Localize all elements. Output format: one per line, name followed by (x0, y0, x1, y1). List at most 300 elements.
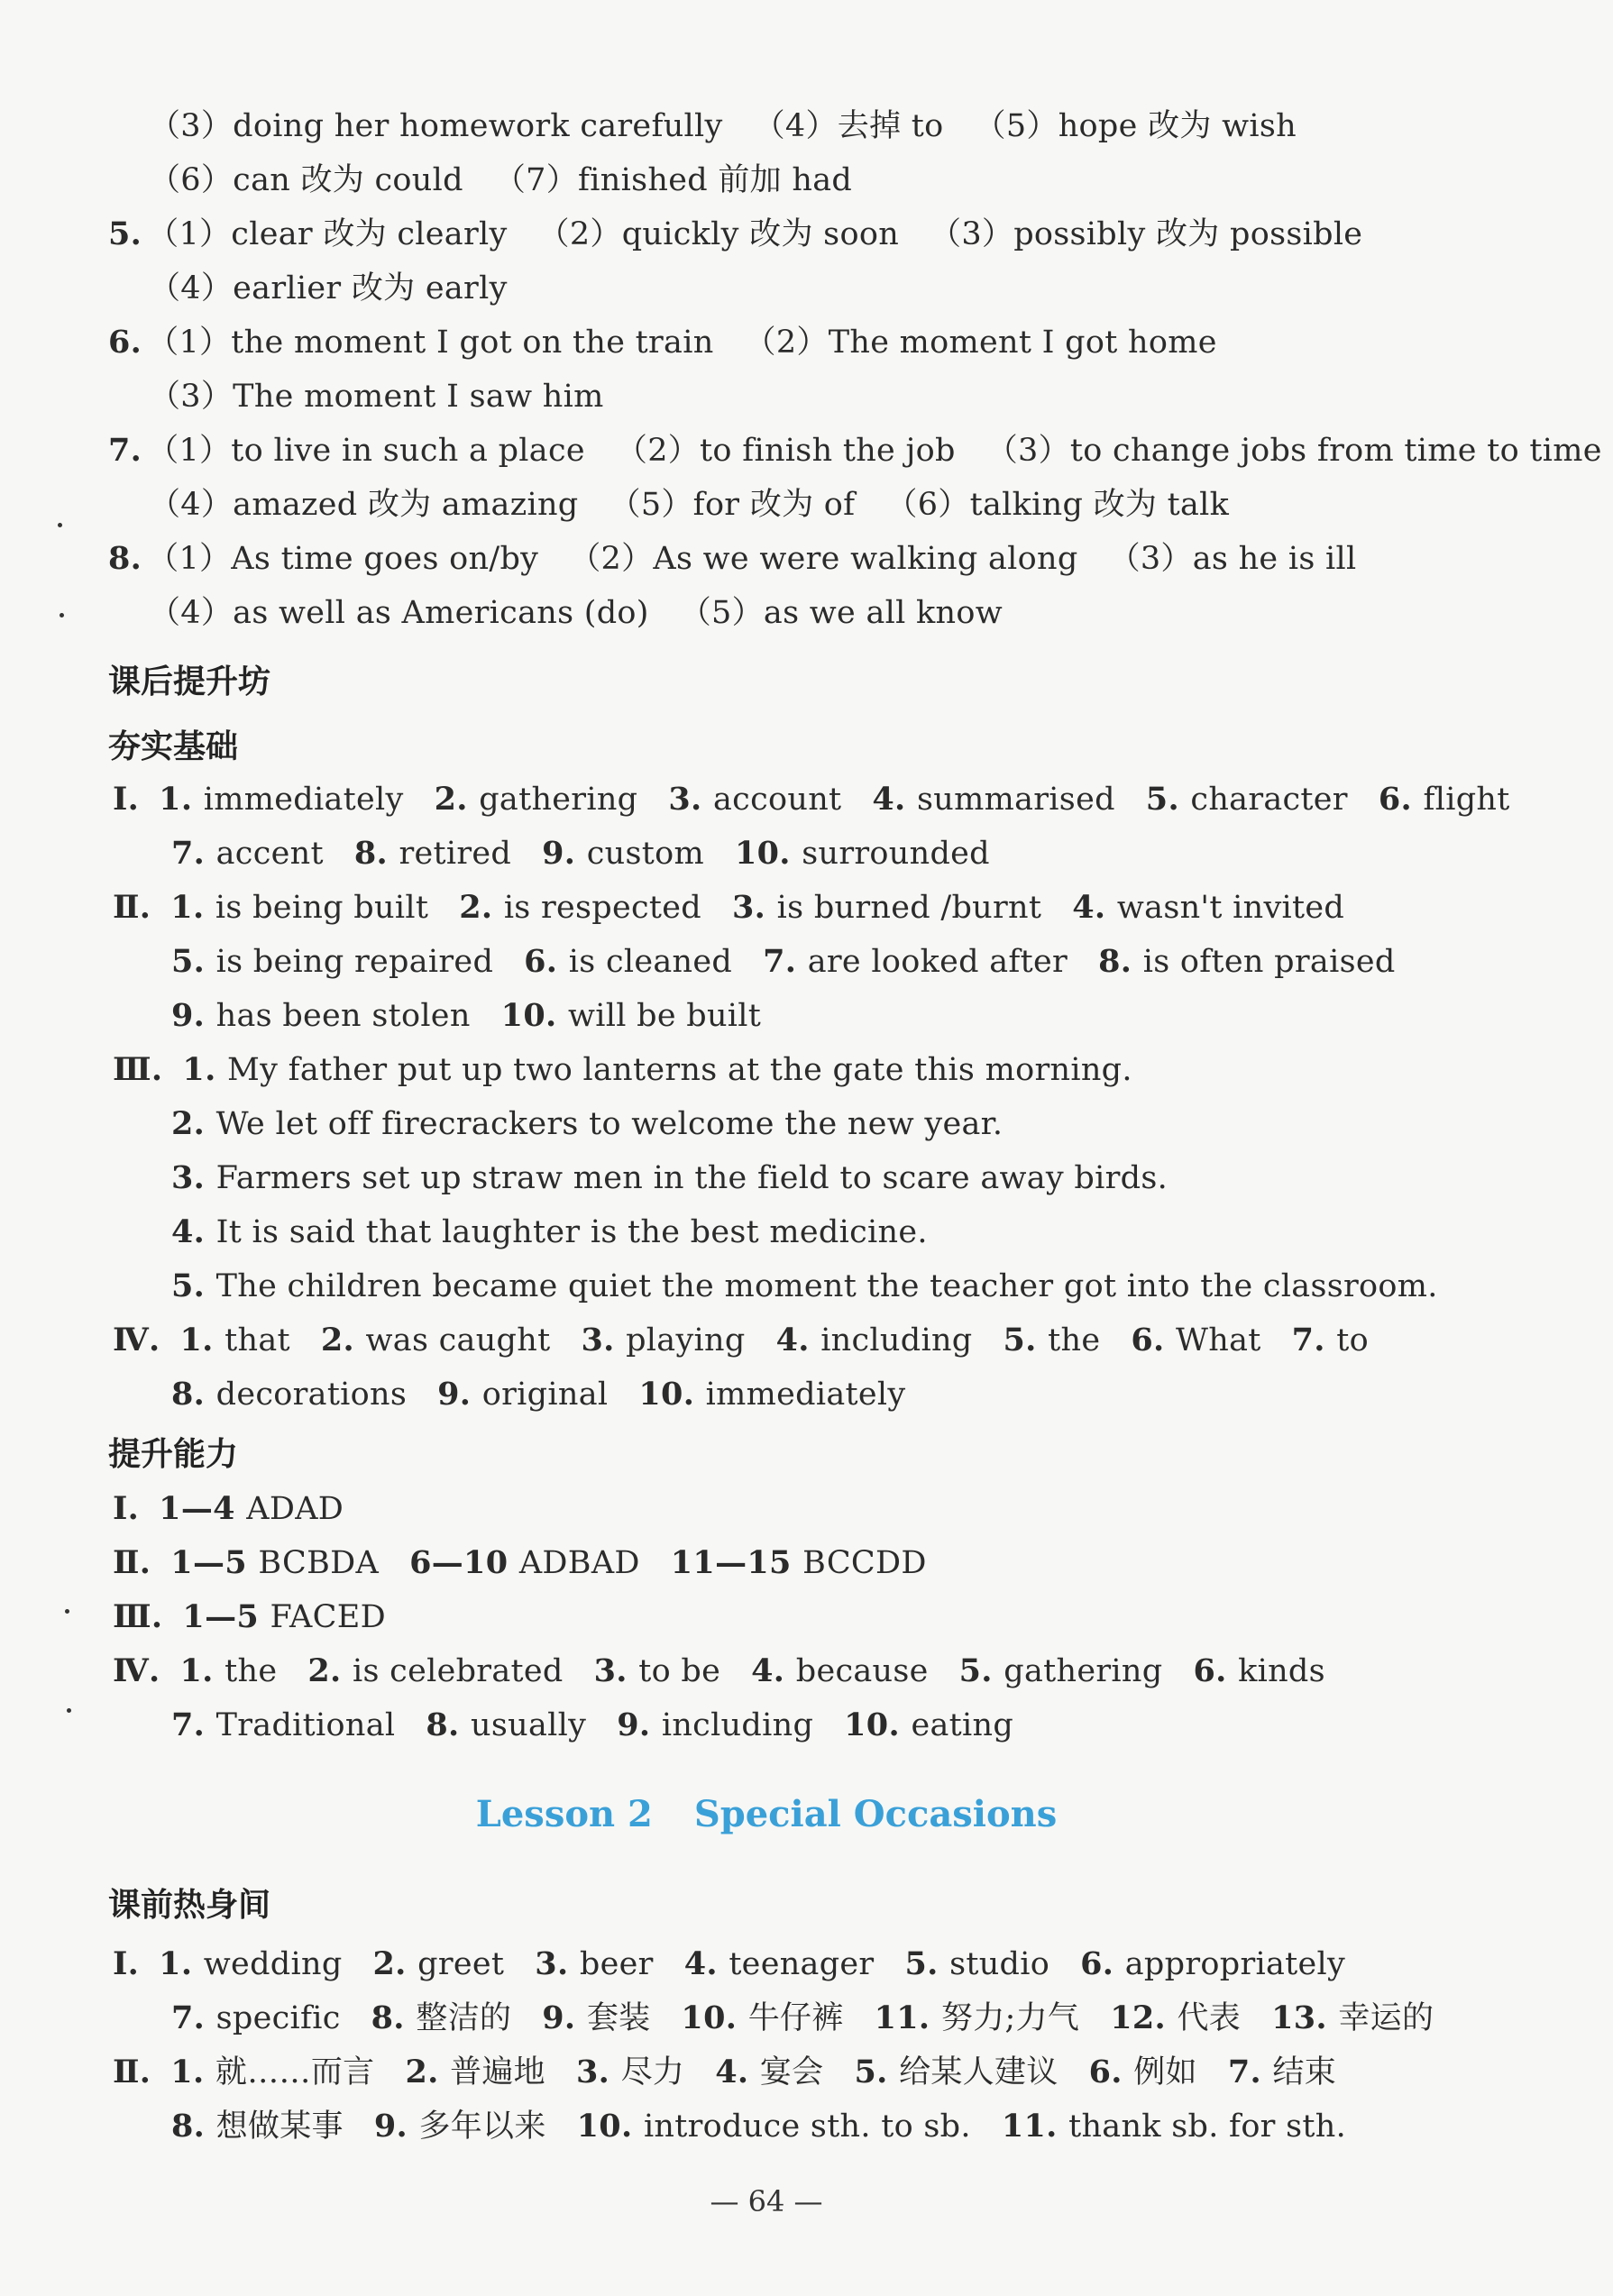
answer-text: ADBAD (518, 1545, 640, 1581)
answer-text: （1）to live in such a place (147, 433, 585, 469)
item-number: 2. (307, 1652, 353, 1689)
item-number: 8. (171, 1376, 216, 1413)
answer-item (569, 541, 1077, 577)
item-number: 4. (872, 781, 918, 818)
answer-text: （1）clear 改为 clearly (147, 216, 508, 252)
item-number: 4. (775, 1322, 821, 1358)
answer-item (576, 2054, 684, 2090)
question-number: Ⅲ. (113, 1051, 163, 1088)
item-number: 5. (958, 1652, 1004, 1689)
answer-text: （2）quickly 改为 soon (537, 216, 900, 252)
item-number: 5. (1145, 781, 1191, 818)
answer-text: gathering (1004, 1653, 1163, 1689)
answer-text: We let off firecrackers to welcome the new year. (215, 1106, 1004, 1142)
answer-item (1098, 944, 1395, 980)
answer-text: 努力;力气 (940, 2000, 1080, 2036)
answer-line (171, 940, 1396, 983)
answer-line (108, 321, 1217, 364)
answer-line (113, 1541, 927, 1585)
answer-line (113, 1650, 1325, 1693)
answer-item (1379, 782, 1510, 818)
question-number: Ⅰ. (113, 1945, 140, 1982)
answer-text: （1）the moment I got on the train (147, 325, 714, 361)
item-number: 5. (854, 2054, 900, 2090)
answer-item (844, 1707, 1013, 1743)
answer-text: is burned /burnt (776, 890, 1042, 926)
answer-item (1004, 1322, 1101, 1358)
answer-item (885, 487, 1229, 523)
answer-text: The children became quiet the moment the teacher got into the classroom. (215, 1268, 1438, 1304)
answer-text: surrounded (802, 836, 990, 872)
page-number: — 64 — (710, 2184, 823, 2218)
answer-text: gathering (479, 782, 638, 818)
section-heading-warmup: 课前热身间 (108, 1887, 271, 1924)
answer-text: 就……而言 (215, 2054, 375, 2090)
lesson-title (0, 1791, 1533, 1838)
item-number: 7. (171, 1706, 216, 1743)
answer-text: kinds (1238, 1653, 1325, 1689)
item-number: 6—10 (409, 1544, 519, 1581)
answer-text: （3）The moment I saw him (149, 379, 604, 415)
answer-text: studio (949, 1946, 1050, 1982)
answer-item (501, 998, 762, 1034)
answer-item (581, 1322, 745, 1358)
answer-line (171, 1704, 1013, 1747)
answer-item (159, 1491, 344, 1527)
answer-item (609, 487, 856, 523)
answer-text: Traditional (215, 1707, 396, 1743)
answer-text: （5）for 改为 of (609, 487, 856, 523)
answer-line (171, 994, 761, 1038)
answer-item (538, 216, 899, 252)
margin-dot (67, 1708, 71, 1713)
item-number: 1. (159, 1945, 204, 1982)
item-number: 11. (874, 1999, 941, 2036)
answer-item (171, 1268, 1438, 1304)
answer-text: playing (626, 1322, 746, 1358)
section-heading-after-class: 课后提升坊 (108, 663, 271, 700)
answer-text: （3）to change jobs from time to time (985, 433, 1602, 469)
answer-item (681, 2000, 843, 2036)
question-number: 6. (108, 324, 142, 361)
answer-item (180, 1653, 278, 1689)
lesson-name: Special Occasions (693, 1793, 1058, 1835)
question-number: 5. (108, 215, 142, 252)
answer-item (171, 944, 493, 980)
answer-item (594, 1653, 721, 1689)
answer-item (542, 2000, 650, 2036)
answer-text: 尽力 (620, 2054, 685, 2090)
question-number: Ⅳ. (113, 1322, 160, 1358)
item-number: 1—5 (182, 1598, 270, 1635)
answer-item (754, 108, 944, 144)
question-number: Ⅳ. (113, 1652, 160, 1689)
item-number: 7. (171, 1999, 216, 2036)
item-number: 3. (575, 2054, 621, 2090)
answer-item (371, 2000, 512, 2036)
item-number: 6. (1378, 781, 1424, 818)
answer-item (535, 1946, 653, 1982)
answer-item (732, 890, 1041, 926)
answer-text: thank sb. for sth. (1068, 2108, 1347, 2145)
item-number: 9. (437, 1376, 482, 1413)
answer-text: 代表 (1177, 2000, 1242, 2036)
item-number: 2. (320, 1322, 366, 1358)
answer-text: usually (471, 1707, 587, 1743)
subsection-heading-foundation: 夯实基础 (108, 728, 239, 765)
answer-line (113, 1048, 1132, 1092)
answer-text: eating (911, 1707, 1014, 1743)
answer-text: specific (215, 2000, 341, 2036)
answer-line (113, 1943, 1345, 1986)
answer-item (763, 944, 1068, 980)
answer-item (171, 1106, 1003, 1142)
answer-item (147, 433, 585, 469)
answer-line (149, 591, 1003, 635)
item-number: 7. (1291, 1322, 1337, 1358)
item-number: 10. (500, 997, 568, 1034)
answer-item (1271, 2000, 1434, 2036)
answer-item (159, 1946, 342, 1982)
answer-text: （4）as well as Americans (do) (149, 595, 649, 631)
answer-text: 想做某事 (215, 2108, 344, 2145)
answer-item (437, 1377, 608, 1413)
answer-text: account (713, 782, 842, 818)
answer-text: （6）talking 改为 talk (885, 487, 1230, 523)
item-number: 1. (182, 1051, 228, 1088)
answer-text: that (225, 1322, 290, 1358)
question-number: Ⅱ. (113, 2054, 151, 2090)
item-number: 2. (434, 781, 480, 818)
item-number: 6. (1080, 1945, 1125, 1982)
answer-text: （3）possibly 改为 possible (930, 216, 1363, 252)
answer-text: beer (579, 1946, 654, 1982)
answer-text: greet (417, 1946, 505, 1982)
item-number: 1. (159, 781, 204, 818)
answer-text: 套装 (586, 2000, 651, 2036)
item-number: 4. (171, 1213, 216, 1250)
item-number: 6. (1088, 2054, 1134, 2090)
item-number: 1. (179, 1322, 225, 1358)
answer-item (776, 1322, 973, 1358)
answer-text: flight (1423, 782, 1510, 818)
answer-text: （1）As time goes on/by (147, 541, 539, 577)
answer-text: （2）to finish the job (615, 433, 956, 469)
answer-text: teenager (729, 1946, 875, 1982)
answer-text: immediately (203, 782, 404, 818)
question-number: 8. (108, 540, 142, 577)
answer-text: wedding (203, 1946, 343, 1982)
answer-text: What (1176, 1322, 1261, 1358)
answer-text: 多年以来 (418, 2108, 546, 2145)
item-number: 5. (904, 1945, 950, 1982)
answer-item (854, 2054, 1058, 2090)
item-number: 5. (171, 943, 216, 980)
answer-item (1146, 782, 1348, 818)
item-number: 10. (681, 1999, 748, 2036)
answer-line (149, 105, 1297, 148)
margin-dot (60, 613, 64, 617)
item-number: 10. (638, 1376, 706, 1413)
item-number: 10. (844, 1706, 912, 1743)
answer-item (875, 2000, 1080, 2036)
answer-line (149, 375, 604, 418)
answer-item (930, 216, 1362, 252)
answer-line (149, 159, 852, 202)
answer-text: appropriately (1124, 1946, 1346, 1982)
answer-item (684, 1946, 875, 1982)
answer-item (170, 2054, 374, 2090)
question-number: Ⅱ. (113, 889, 151, 926)
item-number: 7. (763, 943, 808, 980)
item-number: 1. (170, 2054, 215, 2090)
answer-item (171, 998, 471, 1034)
answer-item (1110, 2000, 1241, 2036)
answer-text: is being built (215, 890, 429, 926)
answer-text: 给某人建议 (899, 2054, 1059, 2090)
answer-line (108, 213, 1362, 256)
answer-item (405, 2054, 545, 2090)
item-number: 3. (732, 889, 777, 926)
answer-text: wasn't invited (1116, 890, 1345, 926)
answer-item (959, 1653, 1163, 1689)
answer-item (321, 1322, 551, 1358)
margin-dot (58, 523, 62, 527)
answer-item (715, 2054, 823, 2090)
answer-text: character (1190, 782, 1348, 818)
answer-item (147, 325, 713, 361)
item-number: 13. (1271, 1999, 1339, 2036)
item-number: 3. (668, 781, 714, 818)
answer-item (668, 782, 841, 818)
answer-item (459, 890, 701, 926)
answer-text: 例如 (1133, 2054, 1197, 2090)
answer-item (182, 1599, 386, 1635)
item-number: 9. (373, 2108, 419, 2145)
question-number: 7. (108, 432, 142, 469)
answer-item (147, 541, 538, 577)
item-number: 4. (683, 1945, 729, 1982)
question-number: Ⅰ. (113, 781, 140, 818)
question-number: Ⅱ. (113, 1544, 151, 1581)
answer-text: （3）doing her homework carefully (149, 108, 723, 144)
answer-text: custom (586, 836, 704, 872)
item-number: 11. (1001, 2108, 1069, 2145)
question-number: Ⅰ. (113, 1490, 140, 1527)
answer-text: including (820, 1322, 973, 1358)
answer-text: because (795, 1653, 929, 1689)
answer-item (149, 379, 604, 415)
answer-item (354, 836, 511, 872)
answer-item (671, 1545, 927, 1581)
answer-item (617, 1707, 813, 1743)
answer-item (159, 782, 403, 818)
item-number: 7. (1227, 2054, 1273, 2090)
answer-item (171, 1377, 407, 1413)
item-number: 4. (715, 2054, 760, 2090)
answer-text: （6）can 改为 could (149, 162, 463, 198)
item-number: 10. (734, 835, 802, 872)
answer-item (149, 487, 579, 523)
answer-item (171, 2108, 344, 2145)
answer-item (1193, 1653, 1324, 1689)
answer-line (108, 429, 1602, 472)
answer-text: has been stolen (215, 998, 471, 1034)
answer-item (1080, 1946, 1345, 1982)
answer-text: is cleaned (568, 944, 733, 980)
answer-item (307, 1653, 563, 1689)
answer-text: are looked after (807, 944, 1068, 980)
answer-text: the (1048, 1322, 1101, 1358)
item-number: 11—15 (670, 1544, 803, 1581)
answer-item (149, 162, 463, 198)
item-number: 9. (171, 997, 216, 1034)
answer-item (494, 162, 852, 198)
answer-text: accent (215, 836, 324, 872)
item-number: 3. (535, 1945, 580, 1982)
answer-text: Farmers set up straw men in the field to scare away birds. (215, 1160, 1169, 1196)
answer-text: BCCDD (802, 1545, 927, 1581)
answer-item (171, 1707, 395, 1743)
item-number: 1. (179, 1652, 225, 1689)
answer-item (975, 108, 1297, 144)
item-number: 2. (459, 889, 504, 926)
answer-text: introduce sth. to sb. (643, 2108, 971, 2145)
answer-text: （5）as we all know (679, 595, 1004, 631)
answer-item (147, 216, 507, 252)
answer-line (149, 267, 508, 310)
answer-item (577, 2108, 971, 2145)
answer-text: immediately (705, 1377, 906, 1413)
answer-line (171, 1373, 905, 1416)
item-number: 10. (576, 2108, 644, 2145)
answer-text: decorations (215, 1377, 408, 1413)
answer-text: My father put up two lanterns at the gate this morning. (227, 1052, 1132, 1088)
answer-line (171, 832, 990, 875)
answer-line (171, 1997, 1434, 2040)
answer-text: 幸运的 (1338, 2000, 1434, 2036)
answer-text: BCBDA (258, 1545, 380, 1581)
answer-item (180, 1322, 290, 1358)
answer-text: 牛仔裤 (747, 2000, 844, 2036)
item-number: 2. (372, 1945, 418, 1982)
item-number: 9. (542, 1999, 587, 2036)
answer-text: is celebrated (353, 1653, 564, 1689)
item-number: 5. (171, 1267, 216, 1304)
answer-text: 结束 (1272, 2054, 1337, 2090)
answer-item (1228, 2054, 1336, 2090)
answer-item (1292, 1322, 1369, 1358)
answer-item (374, 2108, 546, 2145)
item-number: 3. (581, 1322, 627, 1358)
answer-item (904, 1946, 1049, 1982)
item-number: 9. (617, 1706, 662, 1743)
item-number: 7. (171, 835, 216, 872)
answer-text: （2）As we were walking along (569, 541, 1078, 577)
answer-item (171, 1160, 1168, 1196)
answer-text: original (481, 1377, 609, 1413)
answer-text: It is said that laughter is the best medicine. (215, 1214, 928, 1250)
answer-text: 宴会 (759, 2054, 824, 2090)
answer-item (170, 1545, 379, 1581)
answer-item (616, 433, 956, 469)
item-number: 2. (171, 1105, 216, 1142)
question-number: Ⅲ. (113, 1598, 163, 1635)
answer-text: including (661, 1707, 814, 1743)
answer-text: to (1336, 1322, 1370, 1358)
item-number: 6. (1131, 1322, 1176, 1358)
answer-text: summarised (917, 782, 1115, 818)
answer-item (872, 782, 1114, 818)
item-number: 1—4 (159, 1490, 247, 1527)
answer-item (745, 325, 1217, 361)
answer-item (1072, 890, 1344, 926)
item-number: 1—5 (170, 1544, 259, 1581)
item-number: 8. (353, 835, 399, 872)
answer-item (373, 1946, 505, 1982)
item-number: 8. (171, 2108, 216, 2145)
answer-item (171, 836, 324, 872)
answer-item (1109, 541, 1357, 577)
answer-line (113, 1319, 1369, 1362)
answer-item (170, 890, 428, 926)
answer-item (149, 595, 649, 631)
answer-text: will be built (567, 998, 762, 1034)
item-number: 4. (1072, 889, 1117, 926)
answer-item (149, 108, 723, 144)
item-number: 8. (1098, 943, 1143, 980)
answer-text: FACED (270, 1599, 386, 1635)
answer-item (542, 836, 704, 872)
answer-text: is being repaired (215, 944, 494, 980)
answer-text: （3）as he is ill (1108, 541, 1357, 577)
answer-item (638, 1377, 905, 1413)
answer-line (149, 483, 1229, 526)
answer-text: （4）amazed 改为 amazing (149, 487, 579, 523)
answer-item (182, 1052, 1132, 1088)
answer-text: （5）hope 改为 wish (974, 108, 1297, 144)
item-number: 9. (542, 835, 587, 872)
answer-item (171, 2000, 341, 2036)
answer-text: （7）finished 前加 had (493, 162, 853, 198)
item-number: 6. (1193, 1652, 1239, 1689)
item-number: 5. (1003, 1322, 1049, 1358)
answer-line (171, 1102, 1003, 1146)
item-number: 12. (1110, 1999, 1178, 2036)
answer-text: （4）earlier 改为 early (149, 270, 508, 306)
subsection-heading-ability: 提升能力 (108, 1436, 239, 1473)
answer-item (426, 1707, 586, 1743)
answer-text: to be (638, 1653, 721, 1689)
answer-line (171, 1157, 1168, 1200)
answer-text: retired (399, 836, 512, 872)
margin-dot (65, 1609, 69, 1614)
answer-item (735, 836, 990, 872)
item-number: 3. (593, 1652, 639, 1689)
answer-item (1131, 1322, 1260, 1358)
answer-item (1089, 2054, 1197, 2090)
answer-item (409, 1545, 640, 1581)
answer-line (171, 1265, 1438, 1308)
answer-text: 整洁的 (416, 2000, 512, 2036)
answer-text: is often praised (1142, 944, 1396, 980)
answer-item (149, 270, 508, 306)
answer-text: 普遍地 (450, 2054, 545, 2090)
answer-item (751, 1653, 929, 1689)
answer-item (524, 944, 732, 980)
answer-line (113, 778, 1510, 821)
answer-line (113, 1596, 386, 1639)
